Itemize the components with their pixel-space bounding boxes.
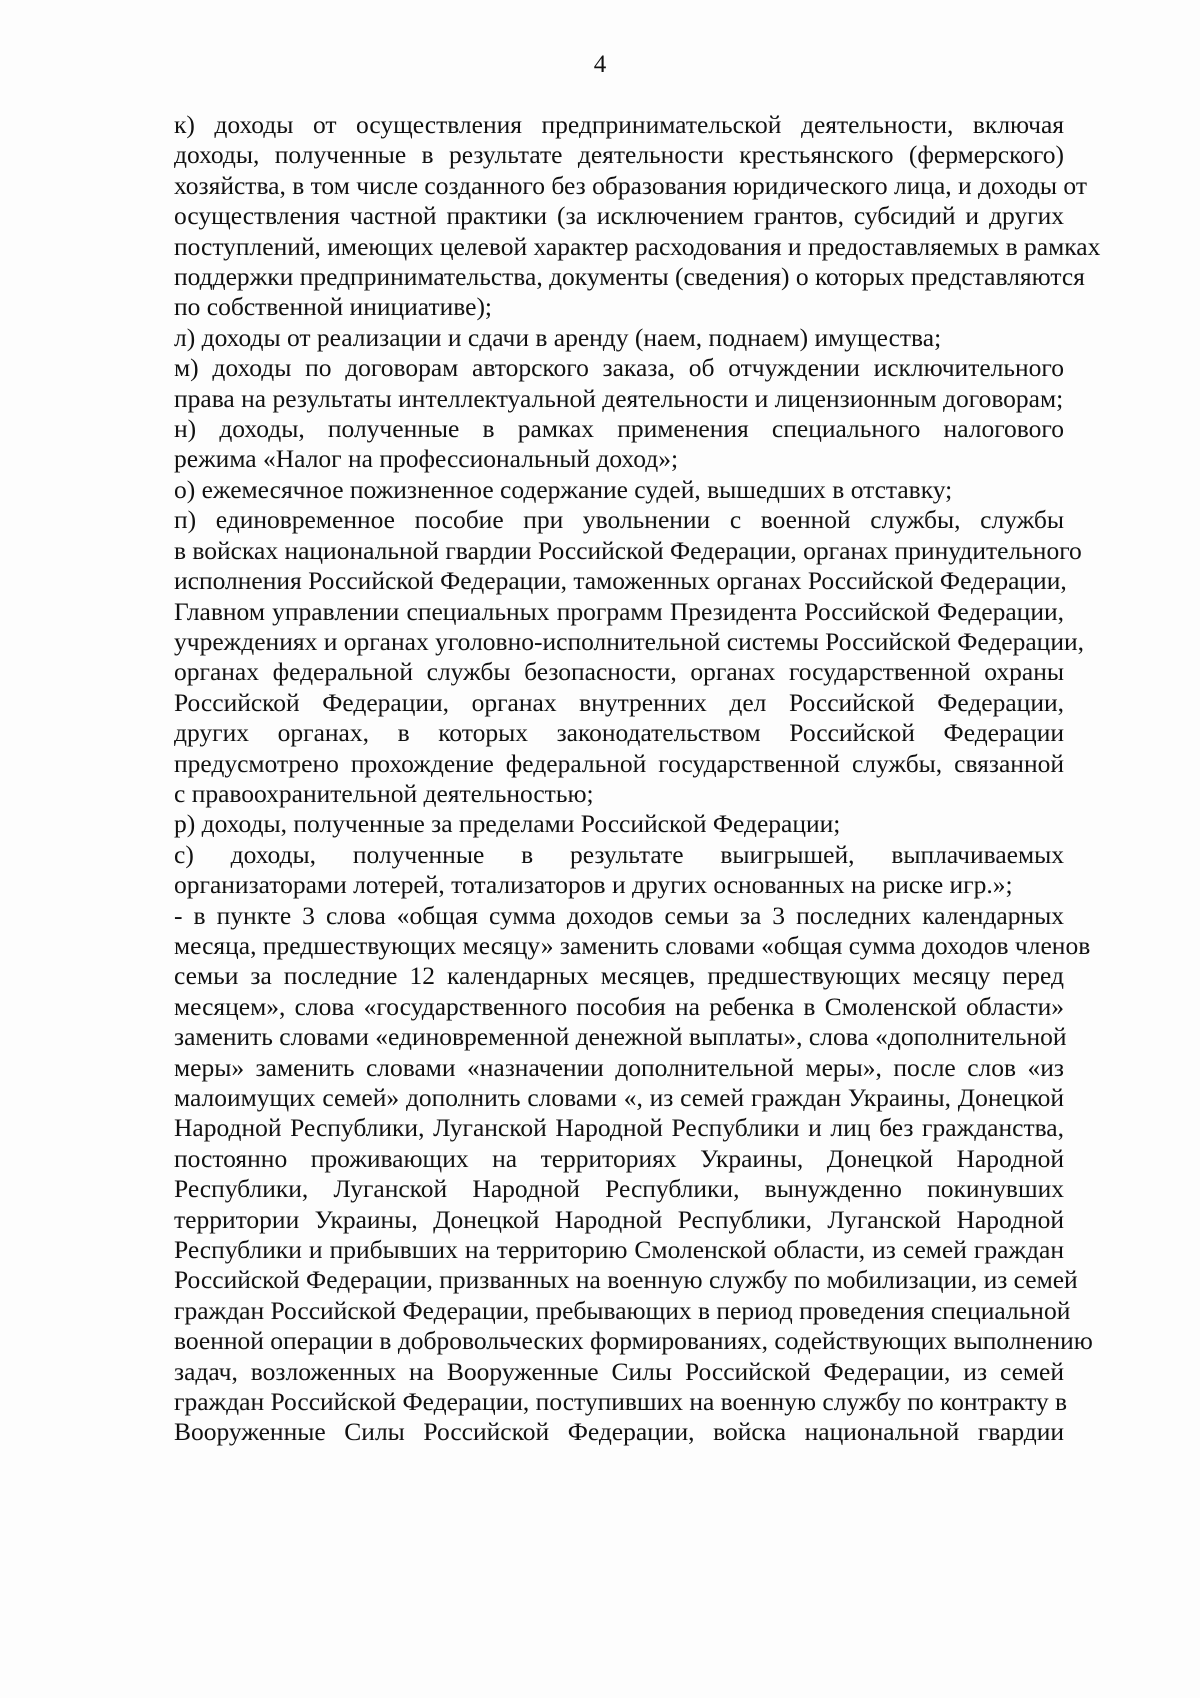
text-line: меры» заменить словами «назначении дополнительной меры», после слов «из (174, 1052, 1064, 1082)
text-line: о) ежемесячное пожизненное содержание судей, вышедших в отставку; (174, 474, 953, 504)
paragraph-n (108, 414, 1064, 475)
text-line: Российской Федерации, призванных на военную службу по мобилизации, из семей (174, 1265, 1078, 1295)
text-line: предусмотрено прохождение федеральной государственной службы, связанной (174, 748, 1064, 778)
text-line: Народной Республики, Луганской Народной Республики и лиц без гражданства, (174, 1113, 1064, 1143)
text-line: р) доходы, полученные за пределами Российской Федерации; (174, 809, 841, 839)
text-line: заменить словами «единовременной денежной выплаты», слова «дополнительной (174, 1022, 1067, 1052)
text-line: к) доходы от осуществления предпринимательской деятельности, включая (174, 110, 1064, 139)
document-body (108, 110, 1101, 1448)
page-number: 4 (593, 51, 607, 78)
paragraph-m (108, 353, 1064, 414)
text-line: п) единовременное пособие при увольнении с военной службы, службы (174, 505, 1064, 535)
paragraph-s (108, 840, 1064, 901)
text-line: - в пункте 3 слова «общая сумма доходов семьи за 3 последних календарных (174, 900, 1064, 930)
paragraph-k (108, 110, 1101, 323)
paragraph-r (108, 809, 1064, 839)
text-line: поступлений, имеющих целевой характер расходования и предоставляемых в рамках (174, 231, 1101, 261)
text-line: органах федеральной службы безопасности, органах государственной охраны (174, 657, 1064, 687)
text-line: в войсках национальной гвардии Российской Федерации, органах принудительного (174, 535, 1082, 565)
text-line: осуществления частной практики (за исключением грантов, субсидий и других (174, 201, 1064, 231)
text-line: учреждениях и органах уголовно-исполнительной системы Российской Федерации, (174, 626, 1084, 656)
text-line: по собственной инициативе); (174, 292, 493, 322)
text-line: л) доходы от реализации и сдачи в аренду (наем, поднаем) имущества; (174, 322, 942, 352)
text-line: семьи за последние 12 календарных месяцев, предшествующих месяцу перед (174, 961, 1064, 991)
text-line: Республики, Луганской Народной Республики, вынужденно покинувших (174, 1174, 1064, 1204)
text-line: территории Украины, Донецкой Народной Республики, Луганской Народной (174, 1204, 1064, 1234)
text-line: организаторами лотерей, тотализаторов и других основанных на риске игр.»; (174, 870, 1013, 900)
text-line: м) доходы по договорам авторского заказа, об отчуждении исключительного (174, 353, 1064, 383)
text-line: граждан Российской Федерации, поступивших на военную службу по контракту в (174, 1387, 1068, 1417)
text-line: поддержки предпринимательства, документы (сведения) о которых представляются (174, 262, 1085, 292)
text-line: месяцем», слова «государственного пособия на ребенка в Смоленской области» (174, 991, 1064, 1021)
text-line: с правоохранительной деятельностью; (174, 778, 594, 808)
text-line: доходы, полученные в результате деятельности крестьянского (фермерского) (174, 140, 1064, 170)
paragraph-p (108, 505, 1084, 809)
text-line: месяца, предшествующих месяцу» заменить словами «общая сумма доходов членов (174, 930, 1091, 960)
text-line: Республики и прибывших на территорию Смоленской области, из семей граждан (174, 1235, 1064, 1265)
text-line: режима «Налог на профессиональный доход»; (174, 444, 679, 474)
text-line: исполнения Российской Федерации, таможенных органах Российской Федерации, (174, 566, 1067, 596)
text-line: военной операции в добровольческих формированиях, содействующих выполнению (174, 1326, 1093, 1356)
paragraph-punkt3 (108, 900, 1093, 1448)
text-line: других органах, в которых законодательством Российской Федерации (174, 718, 1064, 748)
text-line: Российской Федерации, органах внутренних дел Российской Федерации, (174, 687, 1064, 717)
text-line: права на результаты интеллектуальной деятельности и лицензионным договорам; (174, 383, 1064, 413)
paragraph-o (108, 475, 1064, 505)
text-line: задач, возложенных на Вооруженные Силы Российской Федерации, из семей (174, 1356, 1064, 1386)
text-line: граждан Российской Федерации, пребывающих в период проведения специальной (174, 1295, 1071, 1325)
text-line: Главном управлении специальных программ Президента Российской Федерации, (174, 596, 1064, 626)
text-line: малоимущих семей» дополнить словами «, из семей граждан Украины, Донецкой (174, 1083, 1064, 1112)
paragraph-l (108, 323, 1064, 353)
text-line: хозяйства, в том числе созданного без образования юридического лица, и доходы от (174, 170, 1087, 200)
text-line: н) доходы, полученные в рамках применения специального налогового (174, 414, 1064, 444)
text-line: с) доходы, полученные в результате выигрышей, выплачиваемых (174, 839, 1064, 869)
text-line: постоянно проживающих на территориях Украины, Донецкой Народной (174, 1143, 1064, 1173)
text-line: Вооруженные Силы Российской Федерации, войска национальной гвардии (174, 1417, 1064, 1447)
